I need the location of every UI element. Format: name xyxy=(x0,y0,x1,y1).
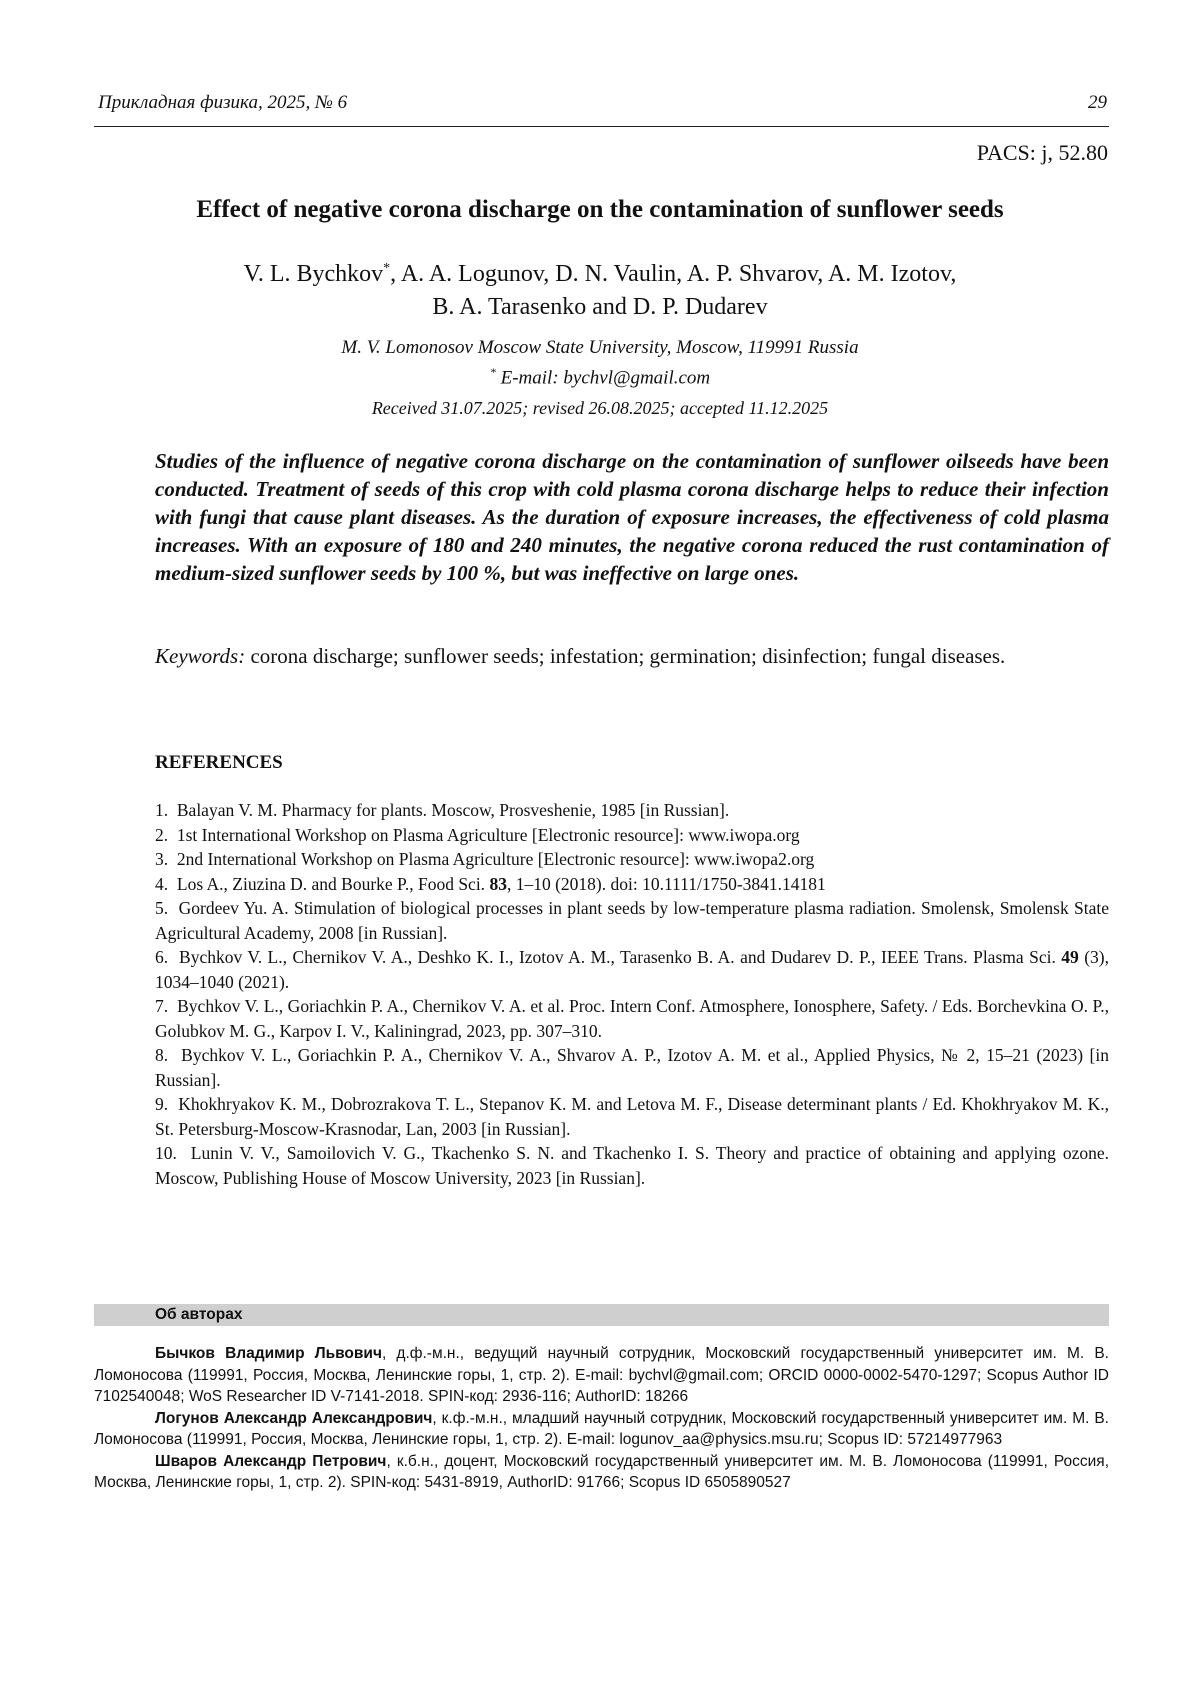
references-heading: REFERENCES xyxy=(155,752,283,773)
reference-item xyxy=(155,1092,1109,1141)
corresponding-mark: * xyxy=(383,261,391,276)
reference-text: Khokhryakov K. M., Dobrozrakova T. L., Stepanov K. M. and Letova M. F., Disease determinant plants / Ed. Khokhryakov M. K., St. Petersburg-Moscow-Krasnodar, Lan, 2003 [in Russian]. xyxy=(155,1094,1109,1139)
reference-text: Bychkov V. L., Goriachkin P. A., Chernikov V. A., Shvarov A. P., Izotov A. M. et al., Applied Physics, № 2, 15–21 (2023) [in Russian]. xyxy=(155,1045,1109,1090)
author-bio xyxy=(94,1451,1109,1494)
bio-text: , д.ф.-м.н., ведущий научный сотрудник, Московский государственный университет им. М. В. Ломоносова (119991, Россия, Москва, Ленинские горы, 1, стр. 2). E-mail: bychvl@gmail.com; ORCID 0000-0002-5470-1297; Scopus Author ID 7102540048; WoS Researcher ID V-7141-2018. SPIN-код: 2936-116; AuthorID: 18266 xyxy=(94,1345,1109,1405)
author-bios xyxy=(94,1343,1109,1494)
reference-number: 2. xyxy=(155,824,169,845)
email-text: E-mail: bychvl@gmail.com xyxy=(495,367,711,389)
reference-item xyxy=(155,994,1109,1043)
pacs-code: PACS: j, 52.80 xyxy=(976,140,1108,165)
about-authors-bar xyxy=(94,1304,1109,1326)
keywords-text: corona discharge; sunflower seeds; infestation; germination; disinfection; fungal diseases. xyxy=(245,644,1006,668)
author-bio xyxy=(94,1408,1109,1451)
reference-number: 1. xyxy=(155,800,169,820)
about-authors-heading: Об авторах xyxy=(155,1306,243,1323)
reference-text: 2nd International Workshop on Plasma Agriculture [Electronic resource]: www.iwopa2.org xyxy=(176,849,815,869)
reference-text: , 1–10 (2018). doi: 10.1111/1750-3841.14181 xyxy=(506,873,826,894)
paper-title: Effect of negative corona discharge on the contamination of sunflower seeds xyxy=(196,196,1004,223)
reference-text: Gordeev Yu. A. Stimulation of biological processes in plant seeds by low-temperature plasma radiation. Smolensk, Smolensk State Agricultural Academy, 2008 [in Russian]. xyxy=(155,898,1109,943)
reference-item xyxy=(155,847,1109,872)
co-authors: , A. A. Logunov, D. N. Vaulin, A. P. Shvarov, A. M. Izotov, xyxy=(390,261,957,287)
keywords-label: Keywords: xyxy=(155,644,246,668)
reference-volume: 83 xyxy=(489,873,507,894)
reference-text: Bychkov V. L., Chernikov V. A., Deshko K. I., Izotov A. M., Tarasenko B. A. and Dudarev D. P., IEEE Trans. Plasma Sci. xyxy=(179,947,1062,967)
author-list xyxy=(0,252,1200,324)
journal-name: Прикладная физика, 2025, № 6 xyxy=(98,92,348,113)
reference-volume: 49 xyxy=(1061,947,1079,967)
reference-text: Balayan V. M. Pharmacy for plants. Moscow, Prosveshenie, 1985 [in Russian]. xyxy=(176,800,730,820)
reference-item xyxy=(155,798,1109,823)
keywords xyxy=(155,642,1109,671)
email-mark: * xyxy=(489,365,496,379)
author-bio xyxy=(94,1343,1109,1408)
author-line-1 xyxy=(0,252,1200,291)
bio-name: Бычков Владимир Львович xyxy=(155,1345,382,1362)
reference-number: 6. xyxy=(155,947,169,967)
affiliation xyxy=(0,335,1200,390)
running-header xyxy=(94,92,1109,127)
reference-item xyxy=(155,1141,1109,1190)
page-number: 29 xyxy=(1088,92,1107,113)
reference-text: (3), 1034–1040 (2021). xyxy=(155,947,1110,992)
reference-text: Bychkov V. L., Goriachkin P. A., Chernikov V. A. et al. Proc. Intern Conf. Atmosphere, Ionosphere, Safety. / Eds. Borchevkina O. P., Golubkov M. G., Karpov I. V., Kaliningrad, 2023, pp. 307–310. xyxy=(155,996,1109,1041)
reference-text: 1st International Workshop on Plasma Agriculture [Electronic resource]: www.iwopa.org xyxy=(176,824,800,845)
abstract: Studies of the influence of negative corona discharge on the contamination of sunflower oilseeds have been conducted. Treatment of seeds of this crop with cold plasma corona discharge helps to reduce their infection with fungi that cause plant diseases. As the duration of exposure increases, the effectiveness of cold plasma increases. With an exposure of 180 and 240 minutes, the negative corona reduced the rust contamination of medium-sized sunflower seeds by 100 %, but was ineffective on large ones. xyxy=(155,449,1109,585)
reference-item xyxy=(155,945,1109,994)
reference-item xyxy=(155,1043,1109,1092)
reference-number: 4. xyxy=(155,873,169,894)
reference-text: Lunin V. V., Samoilovich V. G., Tkachenko S. N. and Tkachenko I. S. Theory and practice of obtaining and applying ozone. Moscow, Publishing House of Moscow University, 2023 [in Russian]. xyxy=(155,1143,1110,1188)
author-line-2: B. A. Tarasenko and D. P. Dudarev xyxy=(432,294,768,320)
reference-text: Los A., Ziuzina D. and Bourke P., Food Sci. xyxy=(176,873,490,894)
reference-number: 8. xyxy=(155,1045,169,1065)
reference-number: 3. xyxy=(155,849,169,869)
institution: M. V. Lomonosov Moscow State University, Moscow, 119991 Russia xyxy=(341,337,859,358)
submission-dates: Received 31.07.2025; revised 26.08.2025; accepted 11.12.2025 xyxy=(371,398,829,418)
reference-number: 5. xyxy=(155,898,169,918)
contact-email xyxy=(0,360,1200,390)
bio-name: Логунов Александр Александрович xyxy=(155,1409,433,1427)
reference-item xyxy=(155,896,1109,945)
reference-number: 10. xyxy=(155,1143,177,1163)
bio-text: , к.б.н., доцент, Московский государственный университет им. М. В. Ломоносова (119991, Россия, Москва, Ленинские горы, 1, стр. 2). SPIN-код: 5431-8919, AuthorID: 91766; Scopus ID 6505890527 xyxy=(94,1452,1109,1491)
reference-item xyxy=(155,823,1109,848)
reference-number: 7. xyxy=(155,996,169,1016)
bio-name: Шваров Александр Петрович xyxy=(155,1452,387,1470)
first-author: V. L. Bychkov xyxy=(243,261,384,287)
reference-list xyxy=(155,798,1109,1190)
reference-number: 9. xyxy=(155,1094,169,1114)
bio-text: , к.ф.-м.н., младший научный сотрудник, Московский государственный университет им. М. В. Ломоносова (119991, Россия, Москва, Ленинские горы, 1, стр. 2). E-mail: logunov_aa@physics.msu.ru; Scopus ID: 57214977963 xyxy=(94,1409,1109,1448)
reference-item xyxy=(155,872,1109,897)
